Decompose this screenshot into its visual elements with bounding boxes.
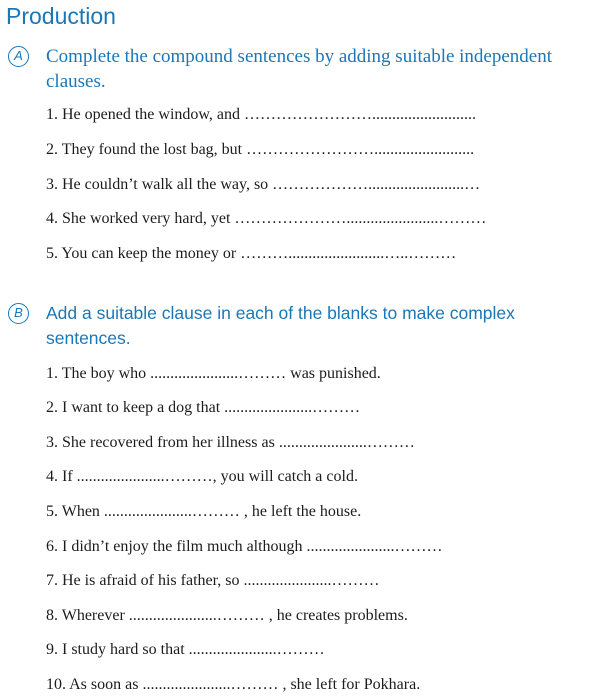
page-title: Production [6,3,116,29]
section-a-item-3: 3. He couldn’t walk all the way, so ………………........................… [46,176,481,193]
section-b-item-2: 2. I want to keep a dog that ......................……… [46,399,361,416]
section-b-item-10: 10. As soon as ......................……… , she left for Pokhara. [46,676,421,693]
section-b-badge: B [8,303,29,324]
section-a-item-1: 1. He opened the window, and …………………….......................... [46,106,477,123]
section-a-item-4: 4. She worked very hard, yet ………………….......................……… [46,210,487,227]
section-a-item-5: 5. You can keep the money or ………........................…..……… [46,245,457,262]
section-b-instruction: Add a suitable clause in each of the blanks to make complex sentences. [46,303,515,348]
section-b-item-6: 6. I didn’t enjoy the film much although ......................……… [46,538,443,555]
section-a-item-2: 2. They found the lost bag, but ……………………......................... [46,141,475,158]
section-a-instruction: Complete the compound sentences by adding suitable independent clauses. [46,46,553,92]
section-b-item-3: 3. She recovered from her illness as ......................……… [46,434,415,451]
section-b-item-5: 5. When ......................……… , he left the house. [46,503,362,520]
section-b-item-9: 9. I study hard so that ......................……… [46,641,325,658]
section-b-item-4: 4. If ......................………, you will catch a cold. [46,468,358,485]
section-b-item-8: 8. Wherever ......................……… , he creates problems. [46,607,408,624]
section-a-badge: A [8,46,29,67]
section-b-item-7: 7. He is afraid of his father, so ......................……… [46,572,380,589]
section-b-item-1: 1. The boy who ......................……… was punished. [46,365,381,382]
